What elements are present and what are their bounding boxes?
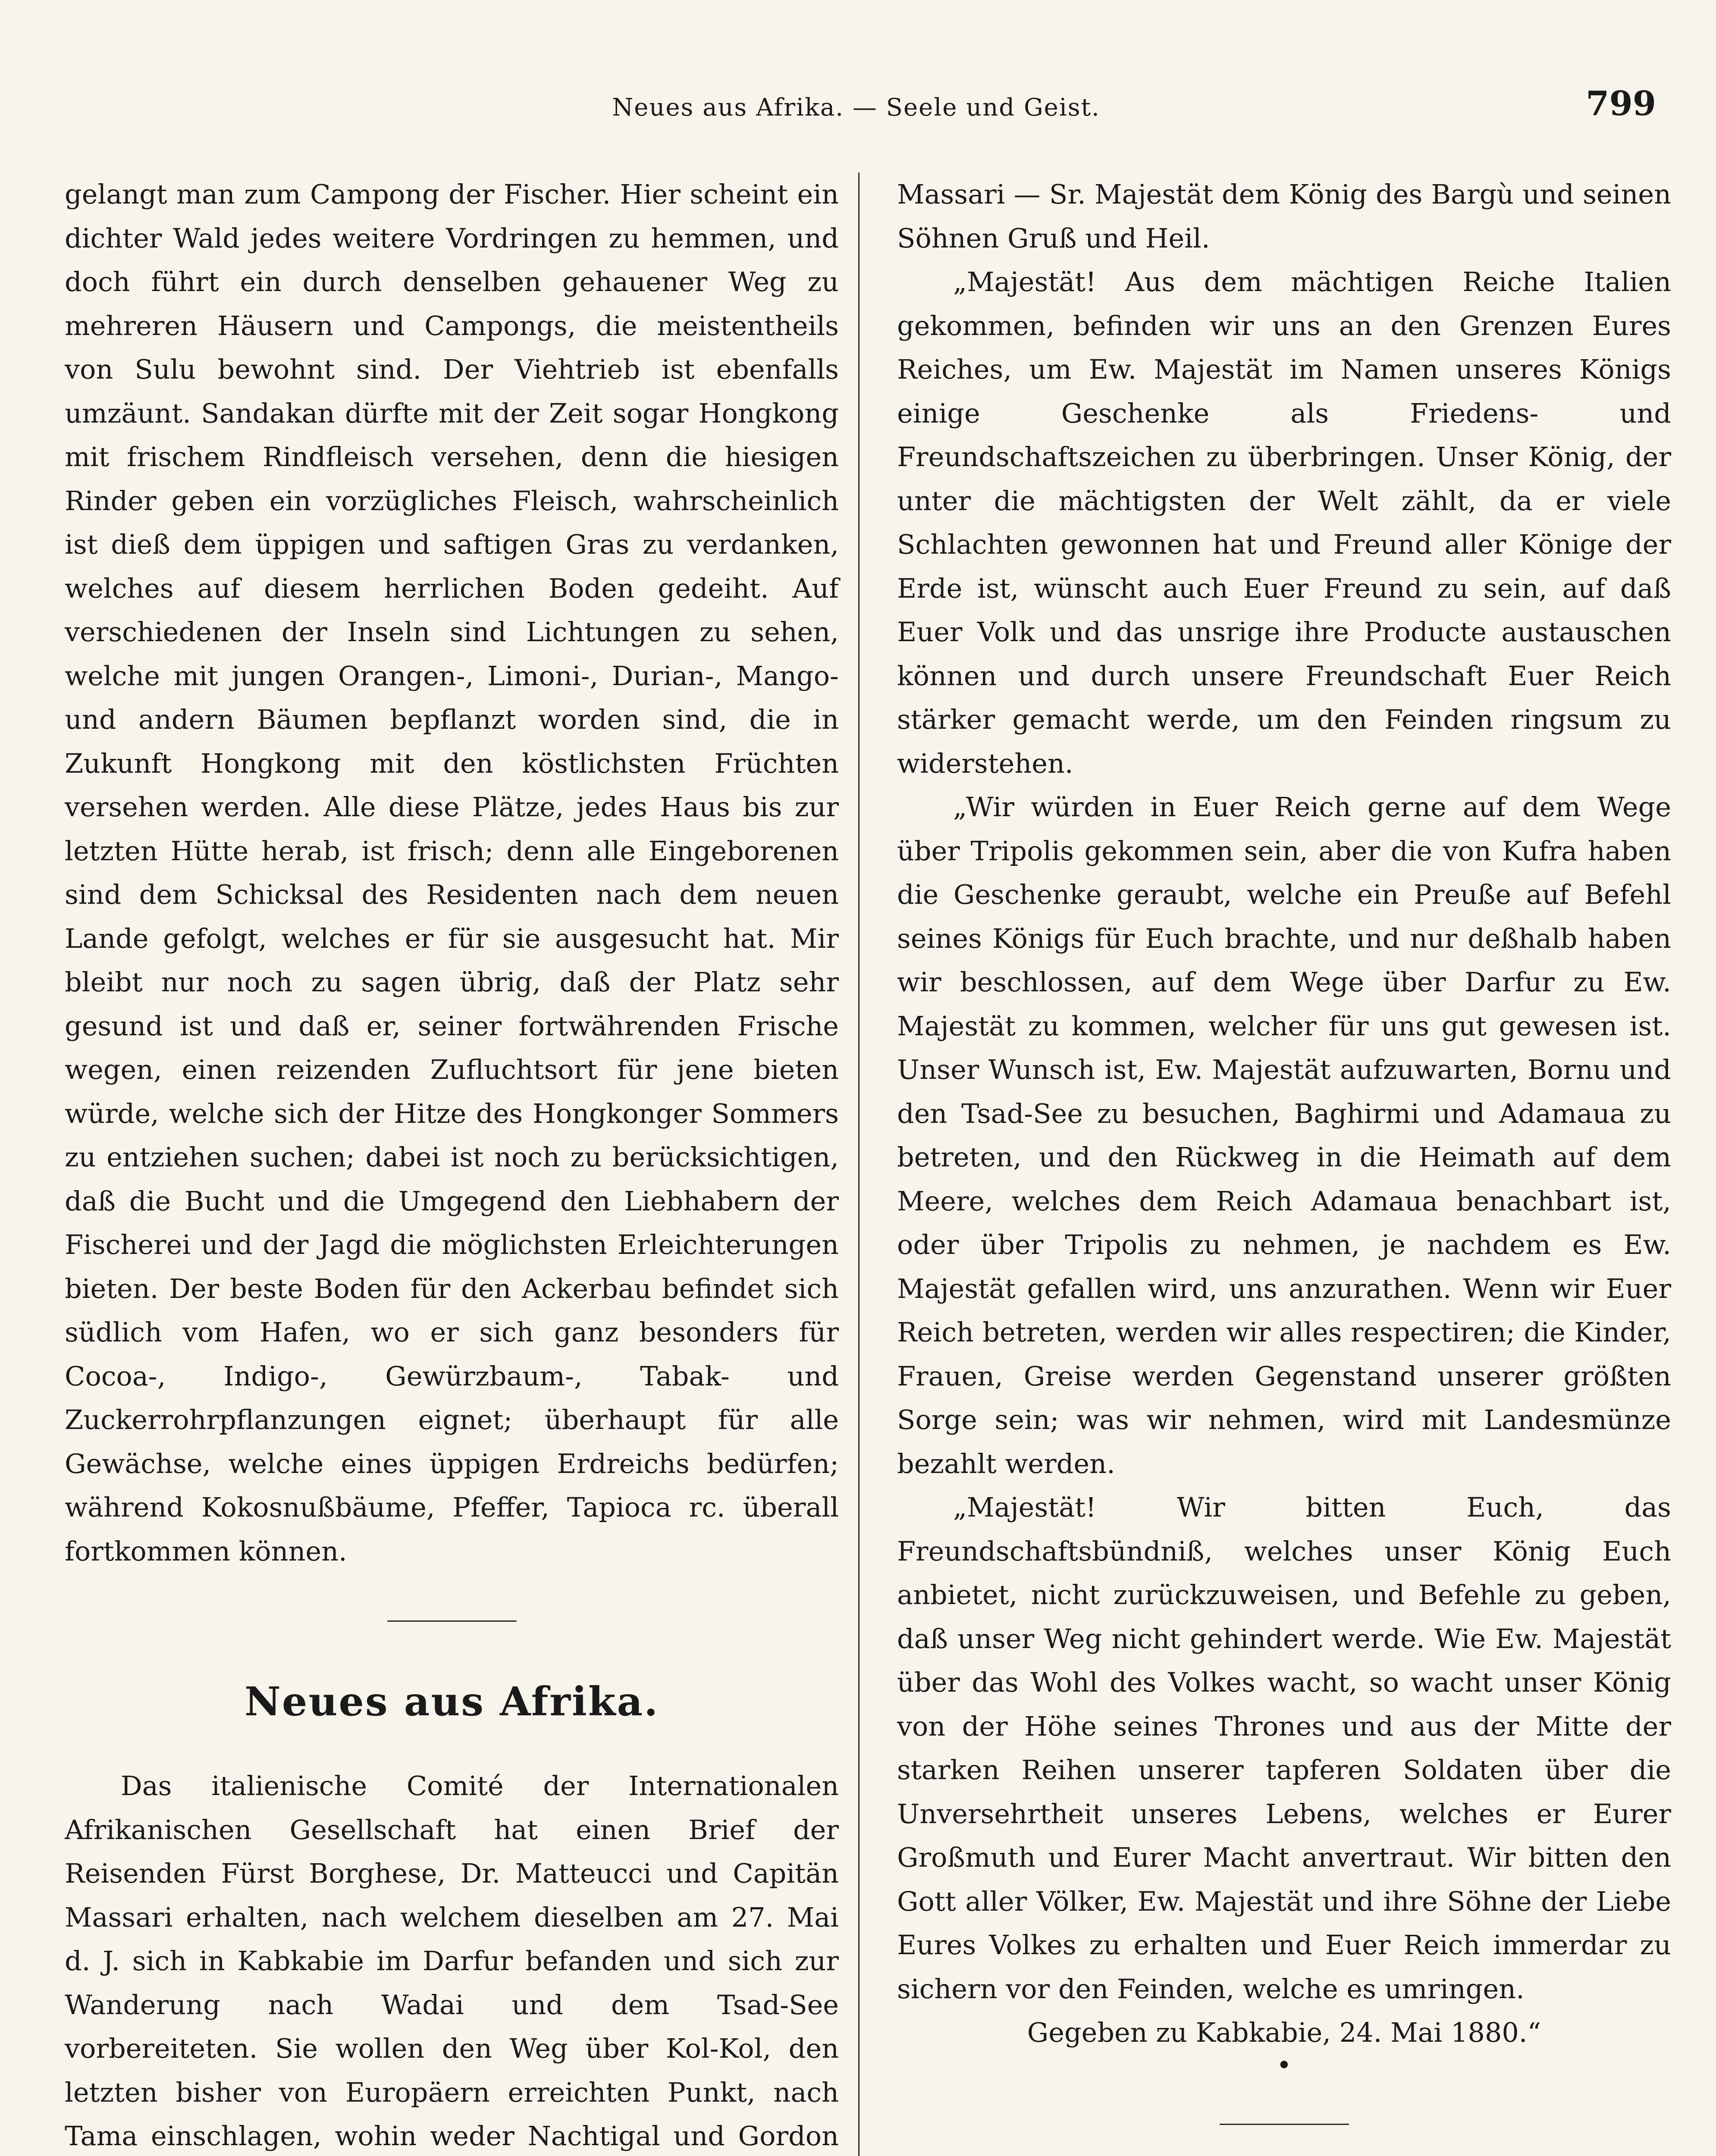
paragraph: „Majestät! Wir bitten Euch, das Freundschaftsbündniß, welches unser König Euch anbietet, nicht zurückzuweisen, und Befehle zu geben, daß unser Weg nicht gehindert werde. Wie Ew. Majestät über das Wohl des Volkes wacht, so wacht unser König von der Höhe seines Thrones und aus der Mitte der starken Reihen unserer tapferen Soldaten über die Unversehrtheit unseres Lebens, welches er Eurer Großmuth und Eurer Macht anvertraut. Wir bitten den Gott aller Völker, Ew. Majestät und ihre Söhne der Liebe Eures Volkes zu erhalten und Euer Reich immerdar zu sichern vor den Feinden, welche es umringen. — [897, 1492, 1671, 2005]
dateline: Gegeben zu Kabkabie, 24. Mai 1880.“ — [1027, 2017, 1541, 2048]
paragraph: Das italienische Comité der Internationalen Afrikanischen Gesellschaft hat einen Brief der Reisenden Fürst Borghese, Dr. Matteucci und Capitän Massari erhalten, nach welchem dieselben am 27. Mai d. J. sich in Kabkabie im Darfur befanden und sich zur Wanderung nach Wadai und dem Tsad-See vorbereiteten. Sie wollen den Weg über Kol-Kol, den letzten bisher von Europäern erreichten Punkt, nach Tama einschlagen, wohin weder Nachtigal und Gordon — [65, 1770, 839, 2152]
right-column — [897, 172, 1671, 2156]
section-divider — [387, 1620, 517, 1622]
page-number: 799 — [1586, 84, 1656, 123]
section-divider — [1220, 2124, 1349, 2125]
paragraph: „Wir würden in Euer Reich gerne auf dem Wege über Tripolis gekommen sein, aber die von Kufra haben die Geschenke geraubt, welche ein Preuße auf Befehl seines Königs für Euch brachte, und nur deßhalb haben wir beschlossen, auf dem Wege über Darfur zu Ew. Majestät zu kommen, welcher für uns gut gewesen ist. Unser Wunsch ist, Ew. Majestät aufzuwarten, Bornu und den Tsad-See zu besuchen, Baghirmi und Adamaua zu betreten, und den Rückweg in die Heimath auf dem Meere, welches dem Reich Adamaua benachbart ist, oder über Tripolis zu nehmen, je nachdem es Ew. Majestät gefallen wird, uns anzurathen. Wenn wir Euer Reich betreten, werden wir alles respectiren; die Kinder, Frauen, Greise werden Gegenstand unserer größten Sorge sein; was wir nehmen, wird mit Landesmünze bezahlt werden. — [897, 791, 1671, 1479]
left-column — [65, 172, 839, 2156]
running-head: Neues aus Afrika. — Seele und Geist. — [612, 94, 1100, 122]
ornament-dot: • — [1276, 2050, 1292, 2081]
paragraph: „Majestät! Aus dem mächtigen Reiche Italien gekommen, befinden wir uns an den Grenzen Eures Reiches, um Ew. Majestät im Namen unseres Königs einige Geschenke als Friedens- und Freundschaftszeichen zu überbringen. Unser König, der unter die mächtigsten der Welt zählt, da er viele Schlachten gewonnen hat und Freund aller Könige der Erde ist, wünscht auch Euer Freund zu sein, auf daß Euer Volk und das unsrige ihre Producte austauschen können und durch unsere Freundschaft Euer Reich stärker gemacht werde, um den Feinden ringsum zu widerstehen. — [897, 266, 1671, 779]
paragraph: Massari — Sr. Majestät dem König des Bargù und seinen Söhnen Gruß und Heil. — [897, 179, 1671, 254]
section-title: Neues aus Afrika. — [244, 1678, 659, 1725]
column-divider — [858, 172, 860, 2156]
paragraph: gelangt man zum Campong der Fischer. Hier scheint ein dichter Wald jedes weitere Vordringen zu hemmen, und doch führt ein durch denselben gehauener Weg zu mehreren Häusern und Campongs, die meistentheils von Sulu bewohnt sind. Der Viehtrieb ist ebenfalls umzäunt. Sandakan dürfte mit der Zeit sogar Hongkong mit frischem Rindfleisch versehen, denn die hiesigen Rinder geben ein vorzügliches Fleisch, wahrscheinlich ist dieß dem üppigen und saftigen Gras zu verdanken, welches auf diesem herrlichen Boden gedeiht. Auf verschiedenen der Inseln sind Lichtungen zu sehen, welche mit jungen Orangen-, Limoni-, Durian-, Mango- und andern Bäumen bepflanzt worden sind, die in Zukunft Hongkong mit den köstlichsten Früchten versehen werden. Alle diese Plätze, jedes Haus bis zur letzten Hütte herab, ist frisch; denn alle Eingeborenen sind dem Schicksal des Residenten nach dem neuen Lande gefolgt, welches er für sie ausgesucht hat. Mir bleibt nur noch zu sagen übrig, daß der Platz sehr gesund ist und daß er, seiner fortwährenden Frische wegen, einen reizenden Zufluchtsort für jene bieten würde, welche sich der Hitze des Hongkonger Sommers zu entziehen suchen; dabei ist noch zu berücksichtigen, daß die Bucht und die Umgegend den Liebhabern der Fischerei und der Jagd die möglichsten Erleichterungen bieten. Der beste Boden für den Ackerbau befindet sich südlich vom Hafen, wo er sich ganz besonders für Cocoa-, Indigo-, Gewürzbaum-, Tabak- und Zuckerrohrpflanzungen eignet; überhaupt für alle Gewächse, welche eines üppigen Erdreichs bedürfen; während Kokosnußbäume, Pfeffer, Tapioca rc. überall fortkommen können. — [65, 179, 839, 1567]
page-header — [56, 84, 1656, 132]
